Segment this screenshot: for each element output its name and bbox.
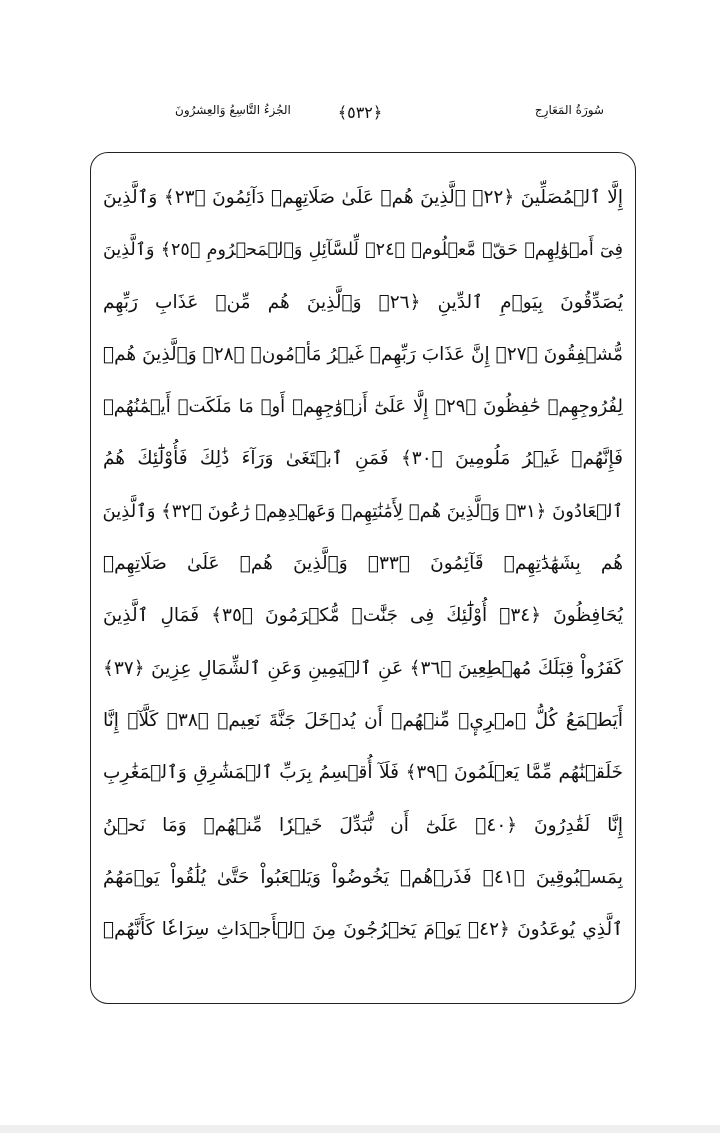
text-line: فِىٓ أَمۡوَٰلِهِمۡ حَقّٞ مَّعۡلُومٞ ﴿٢٤﴾ لِّلسَّآئِلِ وَٱلۡمَحۡرُومِ ﴿٢٥﴾ وَٱلَّذِينَ: [103, 240, 623, 261]
text-line: يُحَافِظُونَ ﴿٣٤﴾ أُوْلَٰٓئِكَ فِى جَنَّٰتٖ مُّكۡرَمُونَ ﴿٣٥﴾ فَمَالِ ٱلَّذِينَ: [103, 605, 623, 627]
text-line: كَفَرُواْ قِبَلَكَ مُهۡطِعِينَ ﴿٣٦﴾ عَنِ ٱلۡيَمِينِ وَعَنِ ٱلشِّمَالِ عِزِينَ ﴿٣٧﴾: [103, 657, 623, 679]
text-line: إِنَّا لَقَٰدِرُونَ ﴿٤٠﴾ عَلَىٰٓ أَن نُّبَدِّلَ خَيۡرٗا مِّنۡهُمۡ وَمَا نَحۡنُ: [103, 814, 623, 836]
surah-name: سُورَةُ المَعَارِج: [534, 103, 604, 117]
text-line: إِلَّا ٱلۡمُصَلِّينَ ﴿٢٢﴾ ٱلَّذِينَ هُمۡ عَلَىٰ صَلَاتِهِمۡ دَآئِمُونَ ﴿٢٣﴾ وَٱلَّذِينَ: [103, 187, 623, 208]
text-line: بِمَسۡبُوقِينَ ﴿٤١﴾ فَذَرۡهُمۡ يَخُوضُواْ وَيَلۡعَبُواْ حَتَّىٰ يُلَٰقُواْ يَوۡمَهُمُ: [103, 866, 623, 888]
text-line: خَلَقۡنَٰهُم مِّمَّا يَعۡلَمُونَ ﴿٣٩﴾ فَلَآ أُقۡسِمُ بِرَبِّ ٱلۡمَشَٰرِقِ وَٱلۡمَغَٰرِبِ: [103, 762, 623, 784]
juz-name: الجُزءُ التَّاسِعُ وَالعِشرُونَ: [175, 103, 291, 117]
bottom-bar: [0, 1125, 720, 1133]
text-line: فَإِنَّهُمۡ غَيۡرُ مَلُومِينَ ﴿٣٠﴾ فَمَنِ ٱبۡتَغَىٰ وَرَآءَ ذَٰلِكَ فَأُوْلَٰٓئِكَ هُمُ: [103, 448, 623, 470]
text-line: لِفُرُوجِهِمۡ حَٰفِظُونَ ﴿٢٩﴾ إِلَّا عَلَىٰٓ أَزۡوَٰجِهِمۡ أَوۡ مَا مَلَكَتۡ أَيۡمَٰنُهُمۡ: [103, 396, 623, 418]
page-number: ﴿٥٣٢﴾: [337, 103, 383, 122]
text-line: ٱلۡعَادُونَ ﴿٣١﴾ وَٱلَّذِينَ هُمۡ لِأَمَٰنَٰتِهِمۡ وَعَهۡدِهِمۡ رَٰعُونَ ﴿٣٢﴾ وَٱلَّذِينَ: [103, 500, 623, 522]
text-line: أَيَطۡمَعُ كُلُّ ٱمۡرِيٕٖ مِّنۡهُمۡ أَن يُدۡخَلَ جَنَّةَ نَعِيمٖ ﴿٣٨﴾ كَلَّآۖ إِنَّا: [103, 709, 623, 731]
text-line: يُصَدِّقُونَ بِيَوۡمِ ٱلدِّينِ ﴿٢٦﴾ وَٱلَّذِينَ هُم مِّنۡ عَذَابِ رَبِّهِم: [103, 291, 623, 313]
page-header: [0, 103, 720, 133]
text-line: ٱلَّذِي يُوعَدُونَ ﴿٤٢﴾ يَوۡمَ يَخۡرُجُونَ مِنَ ٱلۡأَجۡدَاثِ سِرَاعٗا كَأَنَّهُمۡ: [103, 919, 623, 941]
quran-text: [103, 172, 623, 956]
text-line: هُم بِشَهَٰدَٰتِهِمۡ قَآئِمُونَ ﴿٣٣﴾ وَٱلَّذِينَ هُمۡ عَلَىٰ صَلَاتِهِمۡ: [103, 553, 623, 575]
text-line: مُّشۡفِقُونَ ﴿٢٧﴾ إِنَّ عَذَابَ رَبِّهِمۡ غَيۡرُ مَأۡمُونٖ ﴿٢٨﴾ وَٱلَّذِينَ هُمۡ: [103, 343, 623, 365]
